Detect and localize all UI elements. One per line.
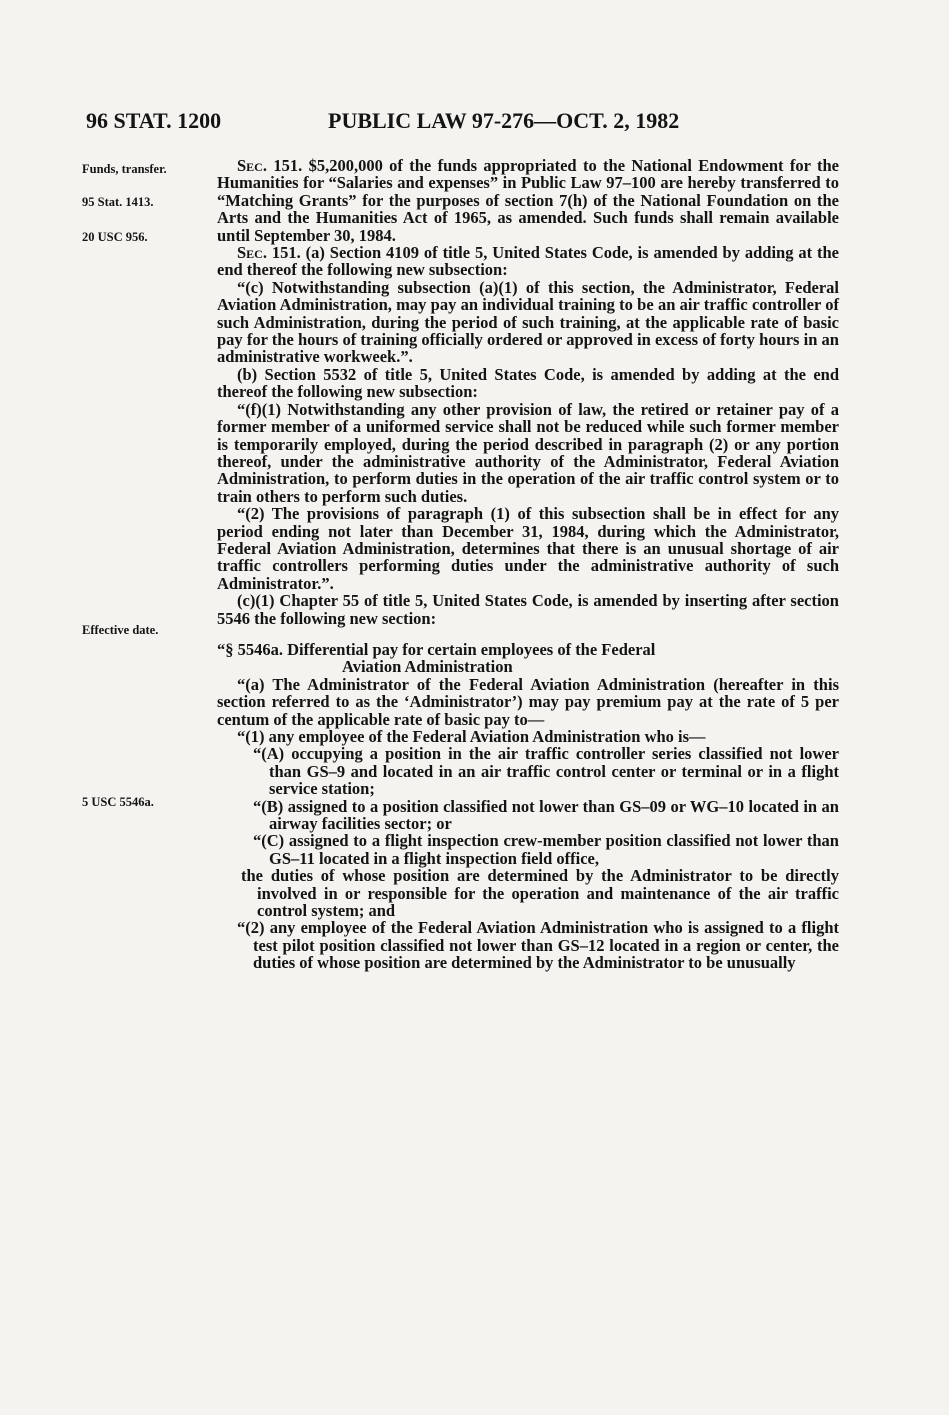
- duties-text: the duties of whose position are determined by the Administrator to be directly involved in or responsible for the operation and maintenance of the air traffic control system; and: [241, 866, 839, 921]
- paragraph-b: (b) Section 5532 of title 5, United States Code, is amended by adding at the end thereof the following new subsection:: [217, 364, 839, 402]
- item-a: “(A) occupying a position in the air traffic controller series classified not lower than GS–9 and located in an air traffic control center or terminal or in a flight service station;: [253, 744, 839, 799]
- section-151-funds-paragraph: Sec. 151. $5,200,000 of the funds appropriated to the National Endowment for the Humanities for “Salaries and expenses” in Public Law 97–100 are hereby transferred to “Matching Grants” for the purposes of section 7(h) of the National Foundation on the Arts and the Humanities Act of 1965, as amended. Such funds shall remain available until September 30, 1984.: [217, 156, 839, 245]
- margin-note-effective-date: Effective date.: [82, 623, 159, 637]
- item-b: “(B) assigned to a position classified not lower than GS–09 or WG–10 located in an airway facilities sector; or: [253, 796, 839, 834]
- margin-note-usc-956: 20 USC 956.: [82, 230, 148, 244]
- margin-note-funds-transfer: Funds, transfer.: [82, 162, 167, 176]
- item-1: “(1) any employee of the Federal Aviation Administration who is—: [237, 727, 706, 746]
- margin-note-stat-ref: 95 Stat. 1413.: [82, 195, 154, 209]
- section-5546a-heading: “§ 5546a. Differential pay for certain employees of the Federal Aviation Administration: [217, 639, 656, 677]
- public-law-title: PUBLIC LAW 97-276—OCT. 2, 1982: [328, 108, 680, 133]
- item-2: “(2) any employee of the Federal Aviation Administration who is assigned to a flight test pilot position classified not lower than GS–12 located in a region or center, the duties of whose position are determined by the Administrator to be unusually: [237, 918, 839, 973]
- subsection-c-paragraph: “(c) Notwithstanding subsection (a)(1) of this section, the Administrator, Federal Aviation Administration, may pay an individual training to be an air traffic controller of such Administration, during the period of such training, at the applicable rate of basic pay for the hours of training officially ordered or approved in excess of forty hours in an administrative workweek.”.: [217, 277, 839, 367]
- page-header: [86, 108, 842, 144]
- section-151-a-paragraph: Sec. 151. (a) Section 4109 of title 5, United States Code, is amended by adding at the end thereof the following new subsection:: [217, 243, 839, 280]
- paragraph-c1: (c)(1) Chapter 55 of title 5, United States Code, is amended by inserting after section 5546 the following new section:: [217, 591, 839, 628]
- paragraph-a: “(a) The Administrator of the Federal Aviation Administration (hereafter in this section referred to as the ‘Administrator’) may pay premium pay at the rate of 5 per centum of the applicable rate of basic pay to—: [217, 674, 839, 729]
- margin-note-usc-5546a: 5 USC 5546a.: [82, 795, 154, 809]
- item-c: “(C) assigned to a flight inspection crew-member position classified not lower than GS–11 located in a flight inspection field office,: [253, 831, 839, 868]
- stat-page-number: 96 STAT. 1200: [86, 108, 222, 133]
- document-body: [217, 157, 839, 972]
- paragraph-f1: “(f)(1) Notwithstanding any other provision of law, the retired or retainer pay of a former member of a uniformed service shall not be reduced while such former member is temporarily employed, during the period described in paragraph (2) or any portion thereof, under the administrative authority of the Administrator, Federal Aviation Administration, to perform duties in the operation of the air traffic control system or to train others to perform such duties.: [217, 399, 839, 506]
- paragraph-2: “(2) The provisions of paragraph (1) of this subsection shall be in effect for any period ending not later than December 31, 1984, during which the Administrator, Federal Aviation Administration, determines that there is an unusual shortage of air traffic controllers performing duties under the administrative authority of such Administrator.”.: [217, 504, 839, 593]
